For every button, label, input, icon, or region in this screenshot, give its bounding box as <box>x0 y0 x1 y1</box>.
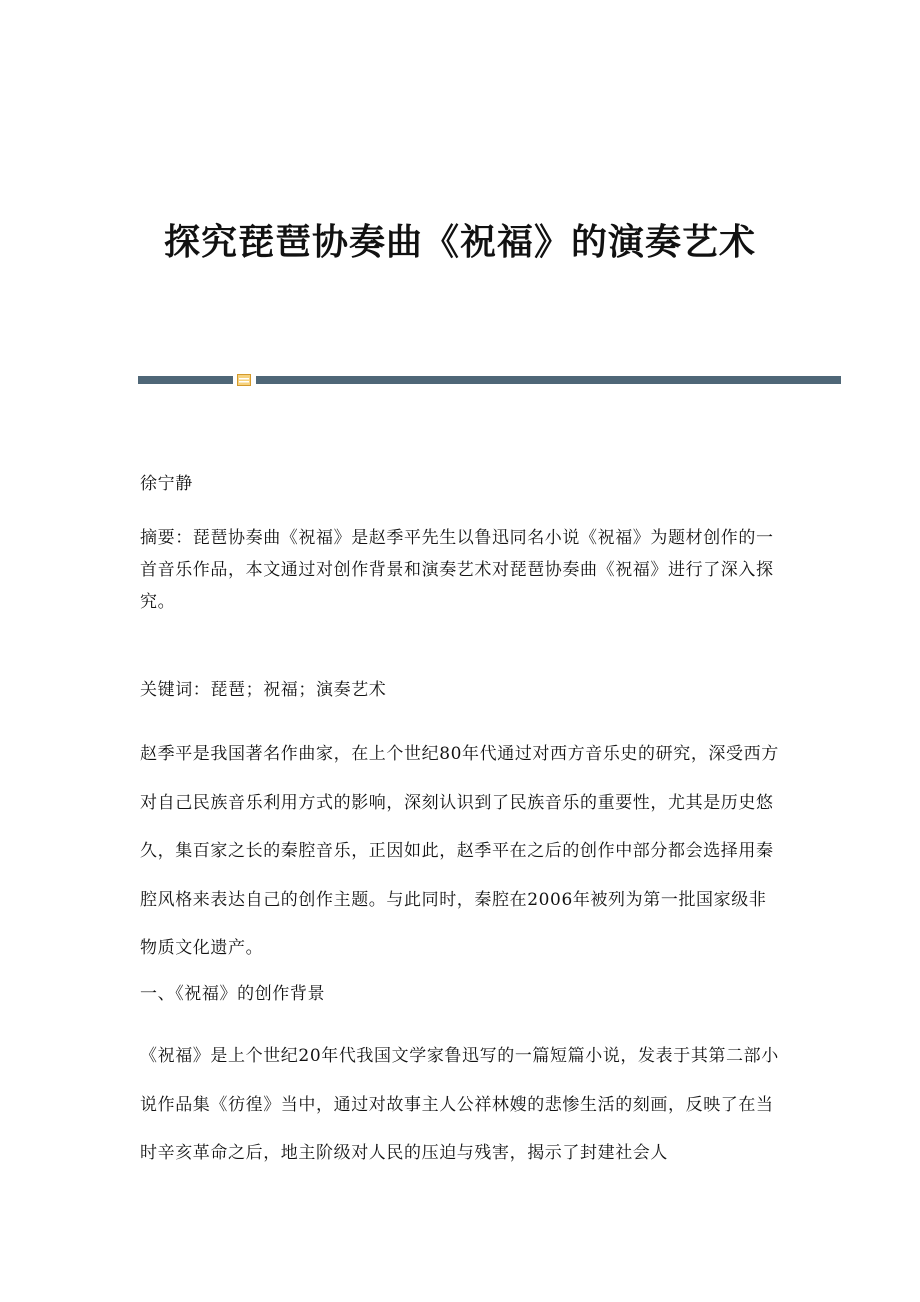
divider-bar-right <box>256 376 841 384</box>
divider-ornament-icon <box>237 374 251 386</box>
document-title: 探究琵琶协奏曲《祝福》的演奏艺术 <box>163 221 756 263</box>
author-name: 徐宁静 <box>140 474 193 494</box>
body-paragraph-2: 《祝福》是上个世纪20年代我国文学家鲁迅写的一篇短篇小说，发表于其第二部小说作品集《彷徨》当中，通过对故事主人公祥林嫂的悲惨生活的刻画，反映了在当时辛亥革命之后，地主阶级对人民的压迫与残害，揭示了封建社会人 <box>140 1046 779 1163</box>
keywords-line: 关键词：琵琶；祝福；演奏艺术 <box>140 680 387 700</box>
body-paragraph-1: 赵季平是我国著名作曲家，在上个世纪80年代通过对西方音乐史的研究，深受西方对自己民族音乐利用方式的影响，深刻认识到了民族音乐的重要性，尤其是历史悠久，集百家之长的秦腔音乐，正因如此，赵季平在之后的创作中部分都会选择用秦腔风格来表达自己的创作主题。与此同时，秦腔在2006年被列为第一批国家级非物质文化遗产。 <box>140 744 779 958</box>
abstract-paragraph: 摘要：琵琶协奏曲《祝福》是赵季平先生以鲁迅同名小说《祝福》为题材创作的一首音乐作品，本文通过对创作背景和演奏艺术对琵琶协奏曲《祝福》进行了深入探究。 <box>140 528 774 612</box>
divider-bar-left <box>138 376 233 384</box>
section-heading-1: 一、《祝福》的创作背景 <box>140 984 326 1004</box>
title-divider <box>138 374 841 386</box>
